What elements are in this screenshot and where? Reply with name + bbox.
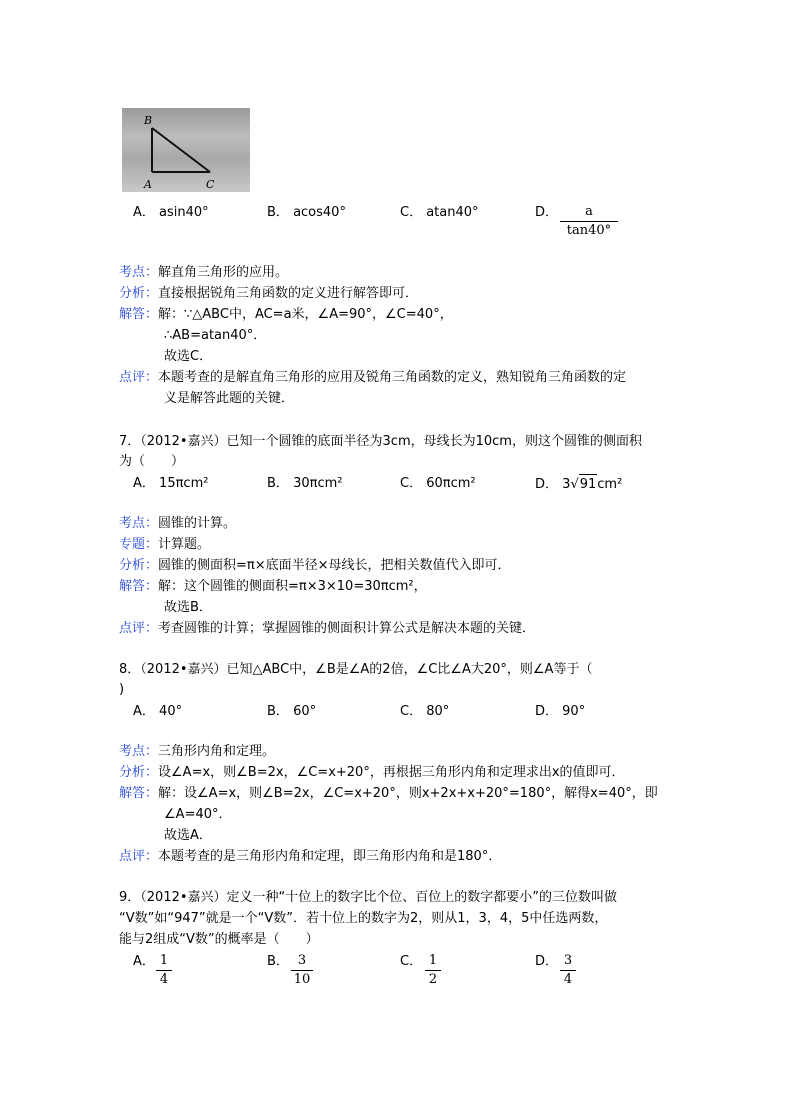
q7-fenxi	[119, 556, 511, 576]
fenxi-text: 设∠A=x，则∠B=2x，∠C=x+20°，再根据三角形内角和定理求出x的值即可．	[158, 765, 625, 780]
q7-option-b	[267, 474, 342, 494]
option-text: 40°	[159, 704, 183, 719]
kaodian-label: 考点：	[119, 516, 159, 531]
option-text: 60°	[293, 704, 317, 719]
q8-stem-line: )	[119, 682, 125, 697]
option-key: B．	[267, 205, 289, 220]
q8-fenxi	[119, 763, 625, 783]
option-key: C．	[400, 704, 423, 719]
q9-option-b-fraction	[291, 952, 313, 989]
q6-option-c	[400, 203, 479, 223]
fenxi-text: 圆锥的侧面积=π×底面半径×母线长，把相关数值代入即可．	[158, 558, 511, 573]
option-key: D．	[535, 704, 559, 719]
option-key: A．	[133, 205, 155, 220]
q6-kaodian	[119, 263, 288, 283]
zhuanti-text: 计算题。	[158, 537, 211, 552]
option-unit: cm²	[317, 476, 343, 491]
denominator: tan40°	[560, 221, 618, 240]
numerator: a	[585, 204, 593, 219]
q7-kaodian	[119, 514, 236, 534]
dianping-label: 点评：	[119, 849, 159, 864]
q6-dianping	[119, 368, 626, 388]
option-key: D．	[535, 477, 559, 492]
option-text: 15π	[159, 476, 184, 491]
q9-stem-line: 能与2组成“V数”的概率是（ ）	[119, 932, 319, 947]
kaodian-text: 解直角三角形的应用。	[158, 265, 289, 280]
q8-option-d	[535, 702, 585, 722]
q8-dianping	[119, 847, 501, 867]
q7-stem-line: 7．（2012•嘉兴）已知一个圆锥的底面半径为3cm，母线长为10cm，则这个圆锥的侧面积	[119, 434, 642, 449]
q6-option-d-fraction	[560, 203, 618, 240]
triangle-photo-figure	[122, 108, 250, 192]
q6-option-a	[133, 203, 209, 223]
kaodian-label: 考点：	[119, 265, 159, 280]
fenxi-label: 分析：	[119, 765, 159, 780]
q7-option-d: D． 3√91cm²	[535, 474, 622, 495]
jieda-line: 故选A．	[164, 828, 212, 843]
numerator: 3	[297, 953, 307, 968]
option-radicand: 91	[579, 474, 598, 495]
q8-kaodian	[119, 742, 275, 762]
option-key: A．	[133, 704, 155, 719]
jieda-label: 解答：	[119, 579, 159, 594]
q7-stem-line: 为（ ）	[119, 454, 185, 469]
option-text: 80°	[426, 704, 450, 719]
jieda-line: ∴AB=atan40°．	[164, 328, 267, 343]
dianping-label: 点评：	[119, 370, 159, 385]
kaodian-text: 圆锥的计算。	[158, 516, 237, 531]
q8-option-a	[133, 702, 182, 722]
q6-option-d	[535, 203, 558, 223]
jieda-line: 解：这个圆锥的侧面积=π×3×10=30πcm²，	[158, 579, 427, 594]
jieda-label: 解答：	[119, 786, 159, 801]
q7-jieda	[119, 577, 427, 597]
q8-stem-line: 8．（2012•嘉兴）已知△ABC中，∠B是∠A的2倍，∠C比∠A大20°，则∠A等于（	[119, 662, 593, 677]
triangle-diagram	[122, 108, 250, 192]
option-key: B．	[267, 476, 289, 491]
dianping-line: 义是解答此题的关键．	[164, 391, 295, 406]
denominator: 4	[560, 970, 576, 989]
q9-option-d-fraction	[560, 952, 576, 989]
q8-option-b	[267, 702, 316, 722]
option-unit: cm²	[450, 476, 476, 491]
q8-option-c	[400, 702, 449, 722]
q9-option-c-key: C．	[400, 954, 423, 969]
denominator: 2	[425, 970, 441, 989]
dianping-text: 本题考查的是三角形内角和定理，即三角形内角和是180°．	[158, 849, 502, 864]
denominator: 10	[291, 970, 313, 989]
q9-option-b-key: B．	[267, 954, 289, 969]
numerator: 1	[159, 953, 169, 968]
q8-jieda	[119, 784, 658, 804]
option-unit: cm²	[597, 477, 623, 492]
q9-option-a-fraction	[156, 952, 172, 989]
option-text: 30π	[293, 476, 318, 491]
numerator: 3	[563, 953, 573, 968]
q9-stem-line: 9．（2012•嘉兴）定义一种“十位上的数字比个位、百位上的数字都要小”的三位数叫做	[119, 890, 617, 905]
option-text: acos40°	[293, 205, 346, 220]
jieda-line: 故选C．	[164, 349, 213, 364]
option-text: atan40°	[426, 205, 479, 220]
q6-fenxi	[119, 284, 418, 304]
dianping-text: 考查圆锥的计算；掌握圆锥的侧面积计算公式是解决本题的关键．	[158, 621, 536, 636]
jieda-line: 故选B．	[164, 600, 212, 615]
q6-option-b	[267, 203, 346, 223]
q7-dianping	[119, 619, 535, 639]
zhuanti-label: 专题：	[119, 537, 159, 552]
fenxi-text: 直接根据锐角三角函数的定义进行解答即可．	[158, 286, 419, 301]
option-key: C．	[400, 205, 423, 220]
q7-zhuanti	[119, 535, 210, 555]
fenxi-label: 分析：	[119, 558, 159, 573]
dianping-label: 点评：	[119, 621, 159, 636]
q9-option-c-fraction	[425, 952, 441, 989]
q7-option-c	[400, 474, 476, 494]
option-text: asin40°	[159, 205, 209, 220]
q9-stem-line: “V数”如“947”就是一个“V数”．若十位上的数字为2，则从1，3，4，5中任选两数，	[119, 911, 608, 926]
q6-jieda	[119, 305, 453, 325]
q9-option-a-key: A．	[133, 954, 155, 969]
q7-option-a	[133, 474, 208, 494]
option-key: B．	[267, 704, 289, 719]
numerator: 1	[428, 953, 438, 968]
jieda-line: ∠A=40°．	[164, 807, 232, 822]
option-unit: cm²	[183, 476, 209, 491]
kaodian-text: 三角形内角和定理。	[158, 744, 276, 759]
option-coefficient: 3	[562, 477, 571, 492]
side-bc	[152, 128, 210, 172]
option-text: 60π	[426, 476, 451, 491]
q9-option-d-key: D．	[535, 954, 559, 969]
jieda-label: 解答：	[119, 307, 159, 322]
vertex-b-label: B	[144, 114, 153, 127]
option-key: A．	[133, 476, 155, 491]
vertex-a-label: A	[144, 178, 152, 191]
vertex-c-label: C	[206, 178, 215, 191]
fenxi-label: 分析：	[119, 286, 159, 301]
denominator: 4	[156, 970, 172, 989]
option-text: 90°	[562, 704, 586, 719]
option-key: D．	[535, 205, 559, 220]
jieda-line: 解：∵△ABC中，AC=a米，∠A=90°，∠C=40°，	[158, 307, 453, 322]
dianping-line: 本题考查的是解直角三角形的应用及锐角三角函数的定义，熟知锐角三角函数的定	[158, 370, 627, 385]
jieda-line: 解：设∠A=x，则∠B=2x，∠C=x+20°，则x+2x+x+20°=180°，解得x=40°，即	[158, 786, 658, 801]
kaodian-label: 考点：	[119, 744, 159, 759]
option-key: C．	[400, 476, 423, 491]
